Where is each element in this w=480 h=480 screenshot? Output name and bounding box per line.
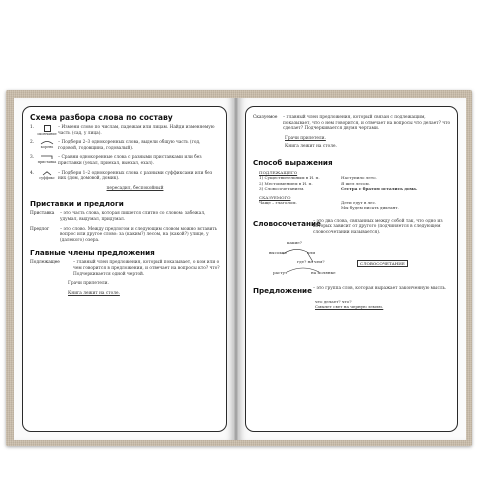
analysis-item: 2. корень – Подбери 2–3 однокоренных слова, выдели общую часть (год, годовой, годовщина, годовалый). — [30, 140, 201, 151]
phrase-box: СЛОВОСОЧЕТАНИЕ — [357, 260, 408, 267]
predicate-label: СКАЗУЕМОГО — [259, 194, 291, 200]
section-title-prefixes: Приставки и предлоги — [30, 199, 124, 209]
definition-row: Сказуемое – главный член предложения, который связан с подлежащим, показывает, что о нем говорится, и отвечает на вопросы что делает? что сделает? Подчеркивается двумя чертами. — [253, 115, 451, 132]
definition-row: Предложение – это группа слов, которая выражает законченную мысль. — [253, 285, 447, 295]
analysis-item: 1. окончание – Измени слово по числам, падежам или лицам. Найди изменяемую часть (сад, у лица). — [30, 125, 215, 136]
section-title-expression: Способ выражения — [253, 157, 333, 167]
definition-row: Словосочетание – это два слова, связанных между собой так, что одно из которых зависит от другого (подчиняется в следующем словосочетании называется). — [253, 218, 443, 235]
left-page — [14, 98, 233, 440]
analysis-item: 4. суффикс – Подбери 1–2 однокоренных слова с разными суффиксами или без них (дом, домовой, домик). — [30, 170, 213, 182]
definition-row: Подлежащее – главный член предложения, который показывает, о ком или о чем говорится в предложении, и отвечает на вопросы кто? что? Подчеркивается одной чертой. — [30, 260, 220, 277]
phrase-diagram: какие? высокие или где? на чем? растут на полянке СЛОВОСОЧЕТАНИЕ — [253, 240, 451, 280]
sentence-question: что делает? что? — [315, 298, 352, 304]
square-box-icon — [44, 125, 51, 132]
predicate-table: Чаще – глаголом. Дети едут в лес. Мы будем писать диктант. — [259, 200, 399, 211]
analysis-item: 3. приставка – Сравни однокоренные слова с разными приставками или без приставки (уехал, приехал, выехал, ехал). — [30, 155, 202, 166]
section-title-phrase: Словосочетание — [253, 218, 321, 228]
sentence-example: Смылет свет на черную землю. — [315, 304, 384, 309]
section-title-main-members: Главные члены предложения — [30, 248, 155, 258]
section-title-word-analysis: Схема разбора слова по составу — [30, 113, 173, 122]
subject-table: 1) Существительным в И. п. Наступило лето. 2) Местоимением в И. п. Я шел лесом. 3) Словосочетанием. Сестра с братом остались дома. — [259, 175, 418, 192]
subject-label: ПОДЛЕЖАЩЕГО — [259, 169, 298, 175]
right-page — [239, 98, 466, 440]
analysis-example: пересадил, беспокойный — [106, 185, 164, 191]
definition-row: Предлог – это слово. Между предлогом и следующим словом можно вставить вопрос или другое слово: за (каким?) лесом, на (какой?) улице, у (далекого) озера. — [30, 226, 218, 243]
right-page-frame — [245, 106, 458, 432]
definition-row: Приставка – это часть слова, которая пишется слитно со словом: забежал, удумал, выдумал, придумал. — [30, 211, 206, 222]
left-page-frame — [22, 106, 227, 432]
example-sentence: Грачи прилетели. Книга лежит на столе. — [68, 281, 120, 296]
example-sentence: Грачи прилетели. Книга лежит на столе. — [285, 135, 337, 150]
section-title-sentence: Предложение — [253, 285, 312, 295]
